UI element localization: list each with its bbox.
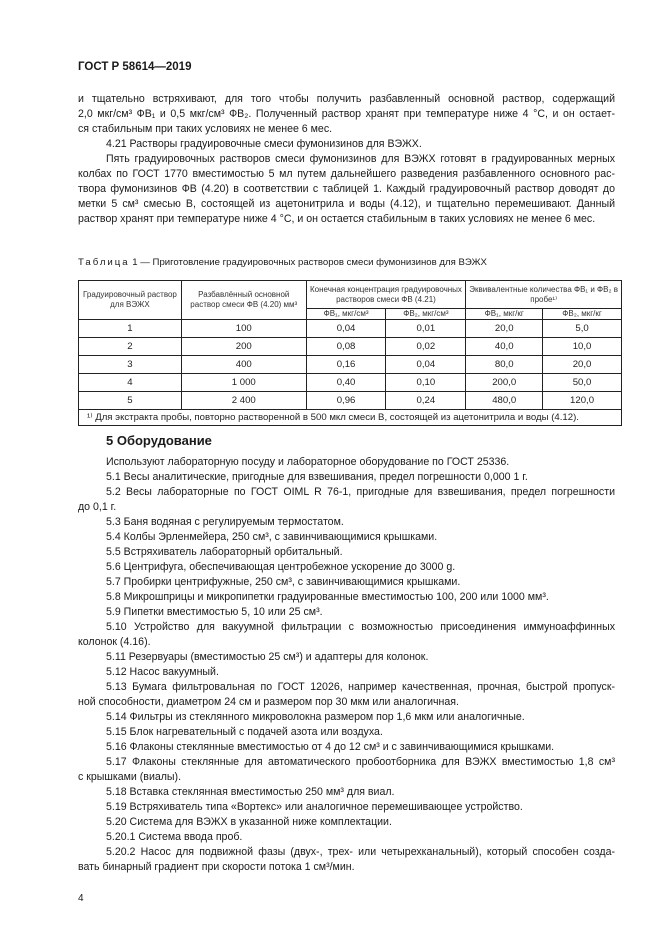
text-line: 5.9 Пипетки вместимостью 5, 10 или 25 см³. [106, 606, 323, 618]
table-cell: 0,40 [306, 374, 386, 392]
paragraph [78, 455, 615, 470]
text-line: 5.6 Центрифуга, обеспечивающая центробежное ускорение до 3000 g. [106, 561, 456, 573]
paragraph [78, 92, 615, 137]
table-cell: 1 000 [181, 374, 306, 392]
table-cell: 0,02 [386, 338, 466, 356]
text-line: Пять градуировочных растворов смеси фумонизинов для ВЭЖХ готовят в градуированных мерных [106, 153, 615, 165]
table-cell: 120,0 [543, 392, 622, 410]
sub-header: ФВ₁, мкг/кг [466, 309, 543, 320]
table-cell: 0,08 [306, 338, 386, 356]
paragraph [78, 710, 615, 725]
paragraph [78, 815, 615, 830]
table-row [79, 392, 622, 410]
sub-header: ФВ₂, мкг/кг [543, 309, 622, 320]
table-cell: 40,0 [466, 338, 543, 356]
paragraph [78, 590, 615, 605]
text-line: с крышками (виалы). [78, 771, 182, 783]
table-row [79, 338, 622, 356]
paragraph [78, 755, 615, 785]
text-line: 5.14 Фильтры из стеклянного микроволокна размером пор 1,6 мкм или аналогичные. [106, 711, 525, 723]
table-body [79, 320, 622, 426]
col-header-solution: Градуировочный раствор для ВЭЖХ [79, 281, 182, 320]
text-line: ся стабильным при таких условиях не менее 6 мес. [78, 123, 333, 135]
section-title: 5 Оборудование [106, 433, 212, 448]
paragraph [78, 470, 615, 485]
table-cell: 0,04 [306, 320, 386, 338]
table-cell: 2 400 [181, 392, 306, 410]
paragraph [78, 545, 615, 560]
text-line: 5.20.1 Система ввода проб. [106, 831, 243, 843]
col-group-equivalent: Эквивалентные количества ФВ₁ и ФВ₂ в пробе¹⁾ [466, 281, 622, 309]
text-line: раствор хранят при температуре ниже 4 °С, и он остается стабильным в таких условиях не менее 6 мес. [78, 213, 596, 225]
table-cell: 0,01 [386, 320, 466, 338]
table-cell: 0,04 [386, 356, 466, 374]
paragraph [78, 725, 615, 740]
paragraph [78, 680, 615, 710]
text-line: 4.21 Растворы градуировочные смеси фумонизинов для ВЭЖХ. [106, 138, 422, 150]
table-cell: 200 [181, 338, 306, 356]
text-line: колонок (4.16). [78, 636, 151, 648]
paragraph [78, 575, 615, 590]
table-caption-text: 1 — Приготовление градуировочных растворов смеси фумонизинов для ВЭЖХ [129, 257, 487, 268]
table-row [79, 374, 622, 392]
text-line: 5.1 Весы аналитические, пригодные для взвешивания, предел погрешности 0,000 1 г. [106, 471, 528, 483]
text-line: 5.12 Насос вакуумный. [106, 666, 219, 678]
text-line: 5.8 Микрошприцы и микропипетки градуированные вместимостью 100, 200 или 1000 мм³. [106, 591, 549, 603]
text-line: Используют лабораторную посуду и лабораторное оборудование по ГОСТ 25336. [106, 456, 510, 468]
paragraph [78, 830, 615, 845]
paragraph [78, 515, 615, 530]
intro-text [78, 92, 615, 227]
section-5-text [78, 455, 615, 875]
paragraph [78, 605, 615, 620]
paragraph [78, 665, 615, 680]
table-cell: 0,16 [306, 356, 386, 374]
text-line: метки 5 см³ смесью В, состоящей из ацетонитрила и воды (4.12), и тщательно перемешивают. Данный [78, 198, 615, 210]
paragraph [78, 785, 615, 800]
paragraph [78, 740, 615, 755]
text-line: ной способности, диаметром 24 см и размером пор 30 мкм или аналогичная. [78, 696, 459, 708]
text-line: и тщательно встряхивают, для того чтобы получить разбавленный основной раствор, содержащий [78, 93, 615, 105]
table-cell: 1 [79, 320, 182, 338]
table-cell: 0,96 [306, 392, 386, 410]
text-line: 5.2 Весы лабораторные по ГОСТ OIML R 76-1, пригодные для взвешивания, предел погрешности [106, 486, 615, 498]
table-cell: 100 [181, 320, 306, 338]
text-line: 5.11 Резервуары (вместимостью 25 см³) и адаптеры для колонок. [106, 651, 429, 663]
text-line: вать бинарный градиент при скорости потока 1 см³/мин. [78, 861, 355, 873]
paragraph [78, 845, 615, 875]
col-header-stock: Разбавлённый основной раствор смеси ФВ (4.20) мм³ [181, 281, 306, 320]
col-group-concentration: Конечная концентрация градуировочных растворов смеси ФВ (4.21) [306, 281, 466, 309]
paragraph [78, 650, 615, 665]
text-line: 5.17 Флаконы стеклянные для автоматического пробоотборника для ВЭЖХ вместимостью 1,8 см³ [106, 756, 615, 768]
text-line: 5.18 Вставка стеклянная вместимостью 250 мм³ для виал. [106, 786, 395, 798]
text-line: 5.20.2 Насос для подвижной фазы (двух-, трех- или четырехканальный), который способен созда- [106, 846, 615, 858]
table-cell: 20,0 [543, 356, 622, 374]
text-line: 5.19 Встряхиватель типа «Вортекс» или аналогичное перемешивающее устройство. [106, 801, 523, 813]
paragraph [78, 800, 615, 815]
paragraph [78, 485, 615, 515]
table-cell: 20,0 [466, 320, 543, 338]
text-line: твора фумонизинов ФВ (4.20) в соответствии с таблицей 1. Каждый градуировочный раствор доводят до [78, 183, 615, 195]
text-line: 5.16 Флаконы стеклянные вместимостью от 4 до 12 см³ и с завинчивающимися крышками. [106, 741, 555, 753]
text-line: 5.4 Колбы Эрленмейера, 250 см³, с завинчивающимися крышками. [106, 531, 438, 543]
text-line: 5.15 Блок нагревательный с подачей азота или воздуха. [106, 726, 383, 738]
table-cell: 80,0 [466, 356, 543, 374]
table-cell: 5,0 [543, 320, 622, 338]
table-cell: 10,0 [543, 338, 622, 356]
text-line: 5.10 Устройство для вакуумной фильтрации с возможностью присоединения иммуноаффинных [106, 621, 615, 633]
paragraph [78, 152, 615, 227]
paragraph [78, 137, 615, 152]
paragraph [78, 530, 615, 545]
table-cell: 5 [79, 392, 182, 410]
calibration-table [78, 280, 622, 426]
table-cell: 50,0 [543, 374, 622, 392]
paragraph [78, 560, 615, 575]
table-footnote-row [79, 410, 622, 426]
table-row [79, 356, 622, 374]
table-caption-prefix: Таблица [78, 257, 130, 268]
text-line: до 0,1 г. [78, 501, 117, 513]
table-cell: 0,10 [386, 374, 466, 392]
page-number: 4 [78, 893, 84, 904]
table-cell: 4 [79, 374, 182, 392]
text-line: 5.5 Встряхиватель лабораторный орбитальный. [106, 546, 343, 558]
sub-header: ФВ₂, мкг/см³ [386, 309, 466, 320]
table-cell: 2 [79, 338, 182, 356]
table-caption [78, 257, 487, 268]
table-cell: 480,0 [466, 392, 543, 410]
paragraph [78, 620, 615, 650]
table-cell: 200,0 [466, 374, 543, 392]
text-line: колбах по ГОСТ 1770 вместимостью 5 мл путем дальнейшего разведения разбавленного основного рас- [78, 168, 615, 180]
table-footnote: ¹⁾ Для экстракта пробы, повторно растворенной в 500 мкл смеси В, состоящей из ацетонитрила и воды (4.12). [79, 410, 622, 426]
text-line: 5.20 Система для ВЭЖХ в указанной ниже комплектации. [106, 816, 392, 828]
text-line: 2,0 мкг/см³ ФВ₁ и 0,5 мкг/см³ ФВ₂. Полученный раствор хранят при температуре ниже 4 °С, и он остает- [78, 108, 615, 120]
text-line: 5.7 Пробирки центрифужные, 250 см³, с завинчивающимися крышками. [106, 576, 461, 588]
sub-header: ФВ₁, мкг/см³ [306, 309, 386, 320]
text-line: 5.13 Бумага фильтровальная по ГОСТ 12026, например качественная, прочная, быстрой пропуск- [106, 681, 615, 693]
table-cell: 400 [181, 356, 306, 374]
table-cell: 3 [79, 356, 182, 374]
table-row [79, 320, 622, 338]
text-line: 5.3 Баня водяная с регулируемым термостатом. [106, 516, 344, 528]
document-header: ГОСТ Р 58614—2019 [78, 61, 192, 73]
table-cell: 0,24 [386, 392, 466, 410]
